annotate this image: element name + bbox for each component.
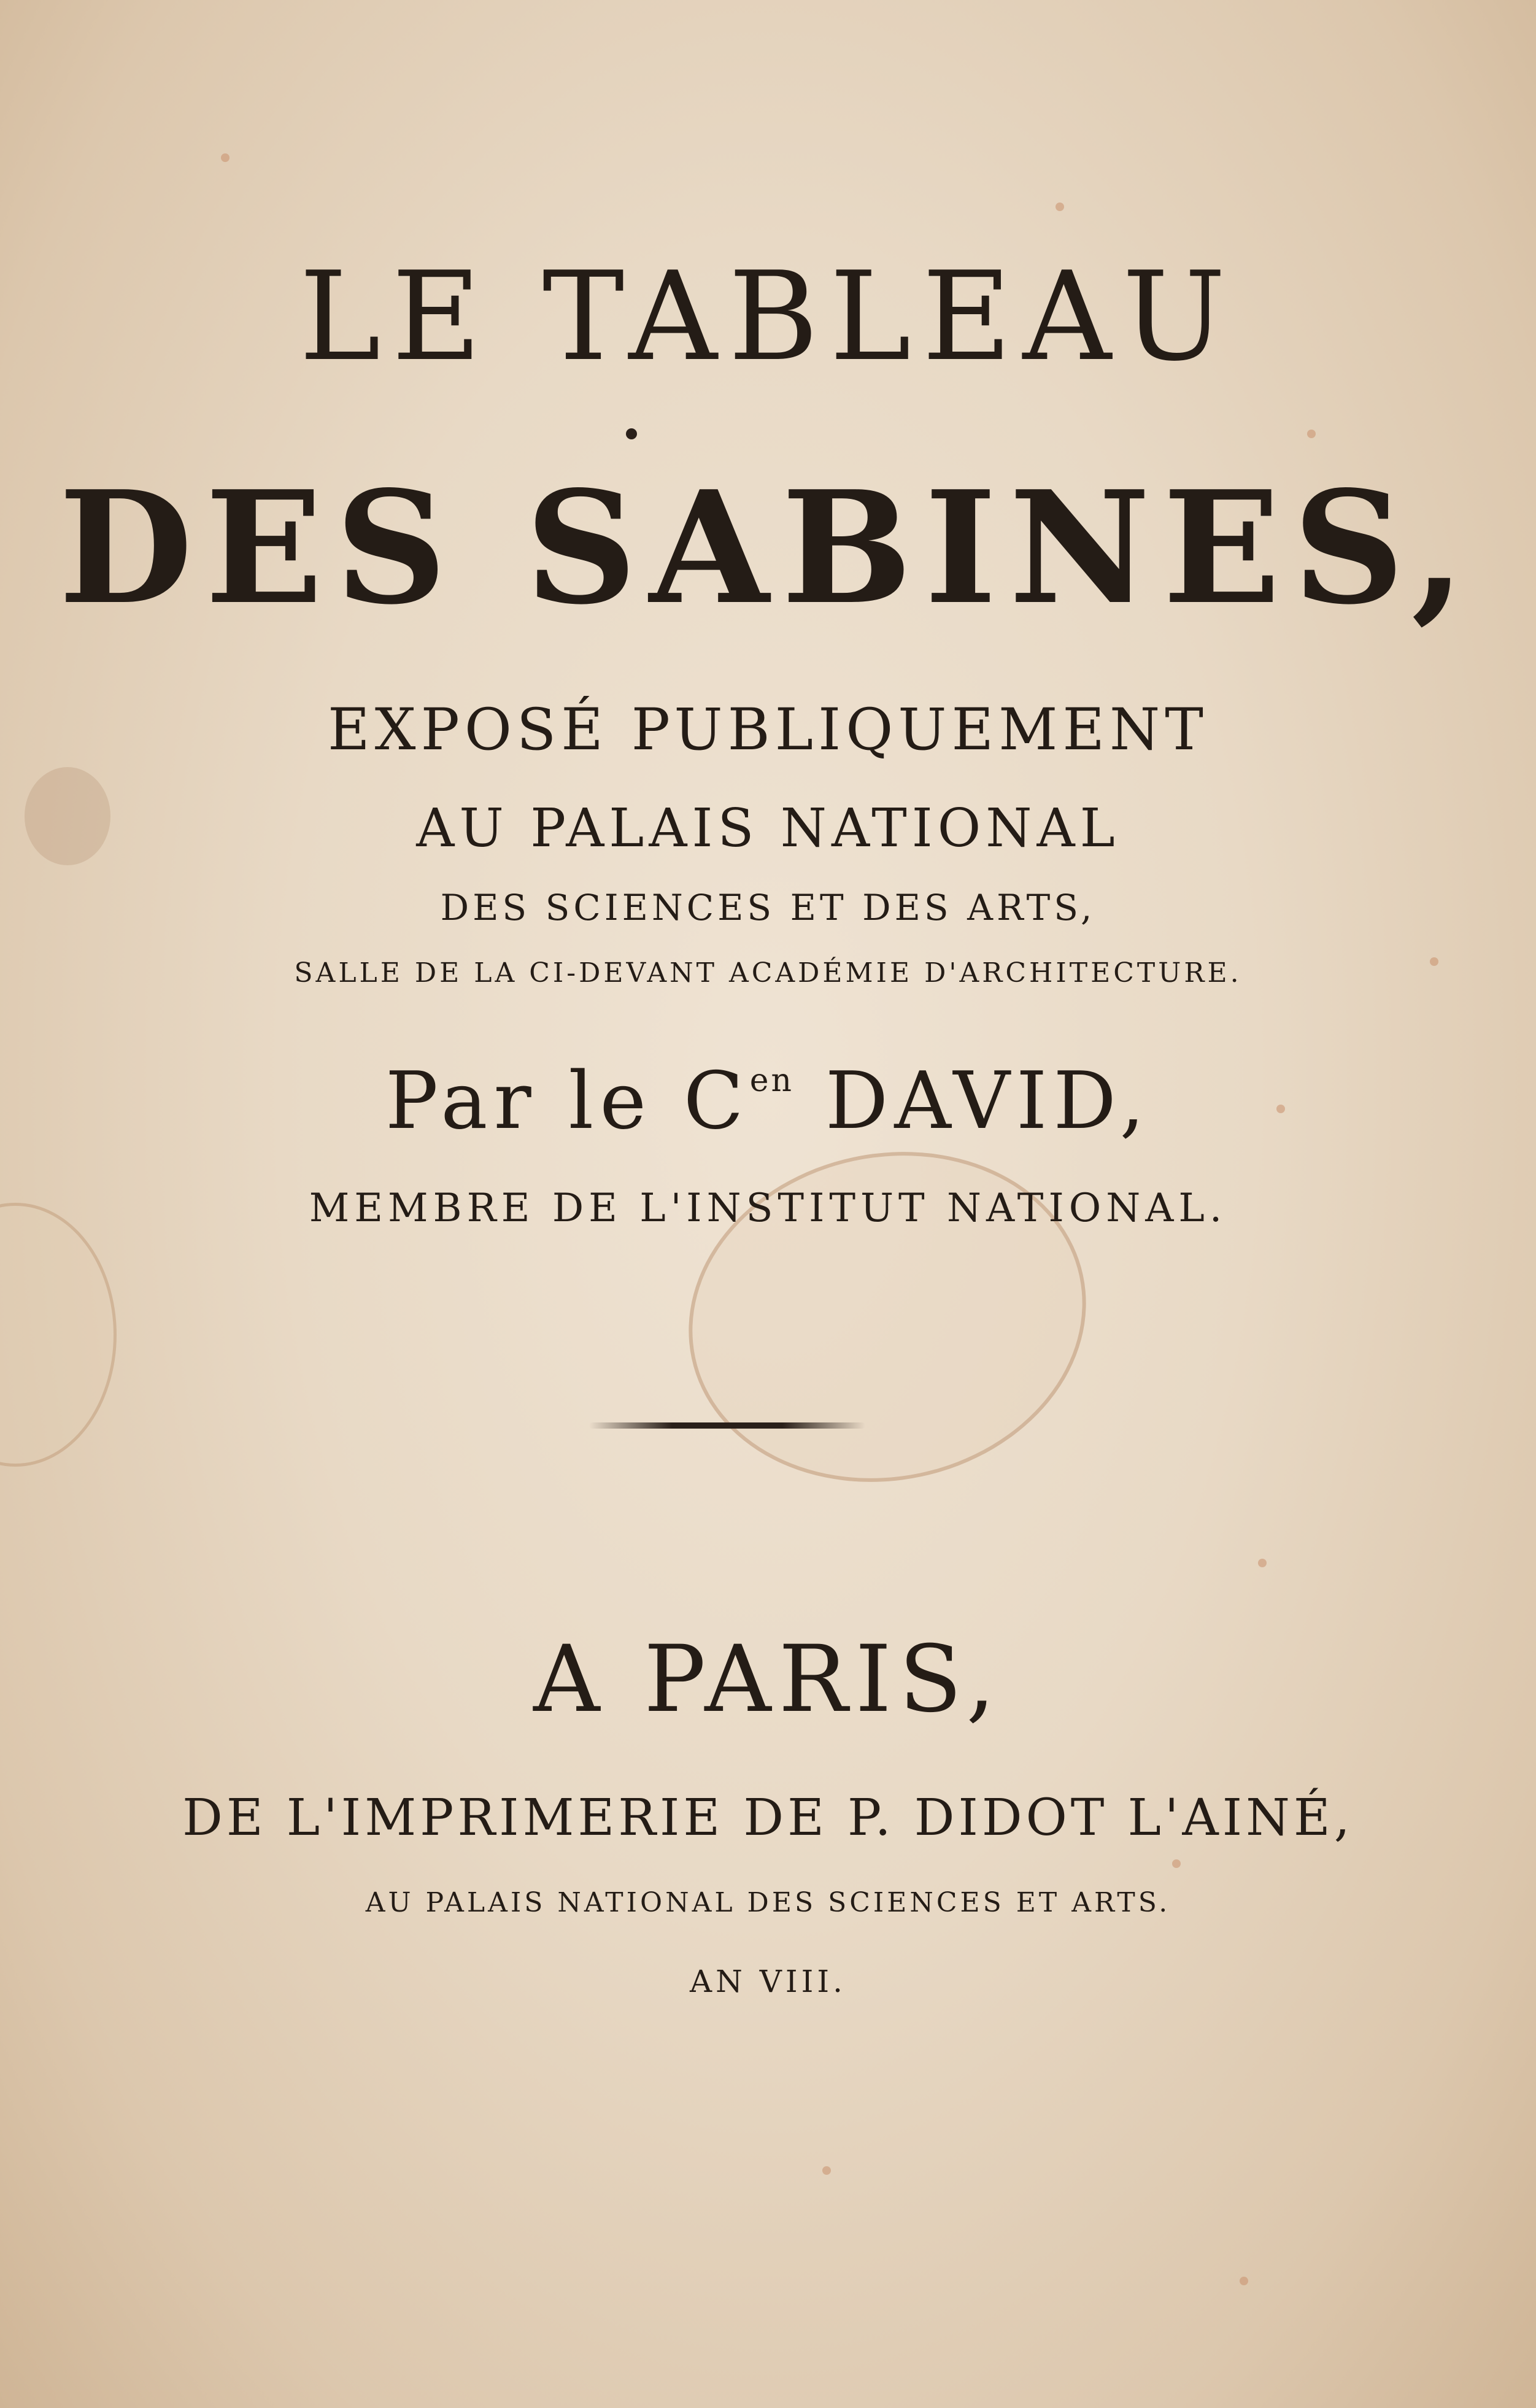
foxing-speck xyxy=(1307,430,1316,438)
foxing-speck xyxy=(1258,1559,1267,1567)
foxing-speck xyxy=(822,2166,831,2175)
water-stain xyxy=(658,1116,1117,1518)
title-line-1: LE TABLEAU xyxy=(299,245,1237,388)
divider-rule xyxy=(589,1422,865,1429)
subtitle-line-2: AU PALAIS NATIONAL xyxy=(416,798,1120,859)
title-line-2: DES SABINES, xyxy=(58,457,1478,639)
foxing-speck xyxy=(1056,203,1064,211)
ornament-dot xyxy=(626,428,637,439)
subtitle-line-3: DES SCIENCES ET DES ARTS, xyxy=(440,887,1096,928)
imprint-address: AU PALAIS NATIONAL DES SCIENCES ET ARTS. xyxy=(365,1887,1171,1918)
author-line xyxy=(0,1055,1536,1147)
author-prefix: Par le C xyxy=(385,1055,750,1147)
foxing-speck xyxy=(221,153,230,162)
imprint-year: AN VIII. xyxy=(689,1964,846,1999)
author-title-abbrev: en xyxy=(749,1062,794,1099)
imprint-city: A PARIS, xyxy=(533,1626,1003,1733)
foxing-speck xyxy=(1172,1859,1181,1868)
author-affiliation: MEMBRE DE L'INSTITUT NATIONAL. xyxy=(309,1186,1227,1231)
subtitle-line-1: EXPOSÉ PUBLIQUEMENT xyxy=(328,697,1208,763)
foxing-speck xyxy=(1240,2277,1248,2285)
edge-stain xyxy=(0,1203,117,1467)
subtitle-line-4: SALLE DE LA CI-DEVANT ACADÉMIE D'ARCHITECTURE. xyxy=(294,957,1242,989)
author-name: DAVID, xyxy=(825,1055,1151,1147)
imprint-printer: DE L'IMPRIMERIE DE P. DIDOT L'AINÉ, xyxy=(182,1789,1354,1847)
